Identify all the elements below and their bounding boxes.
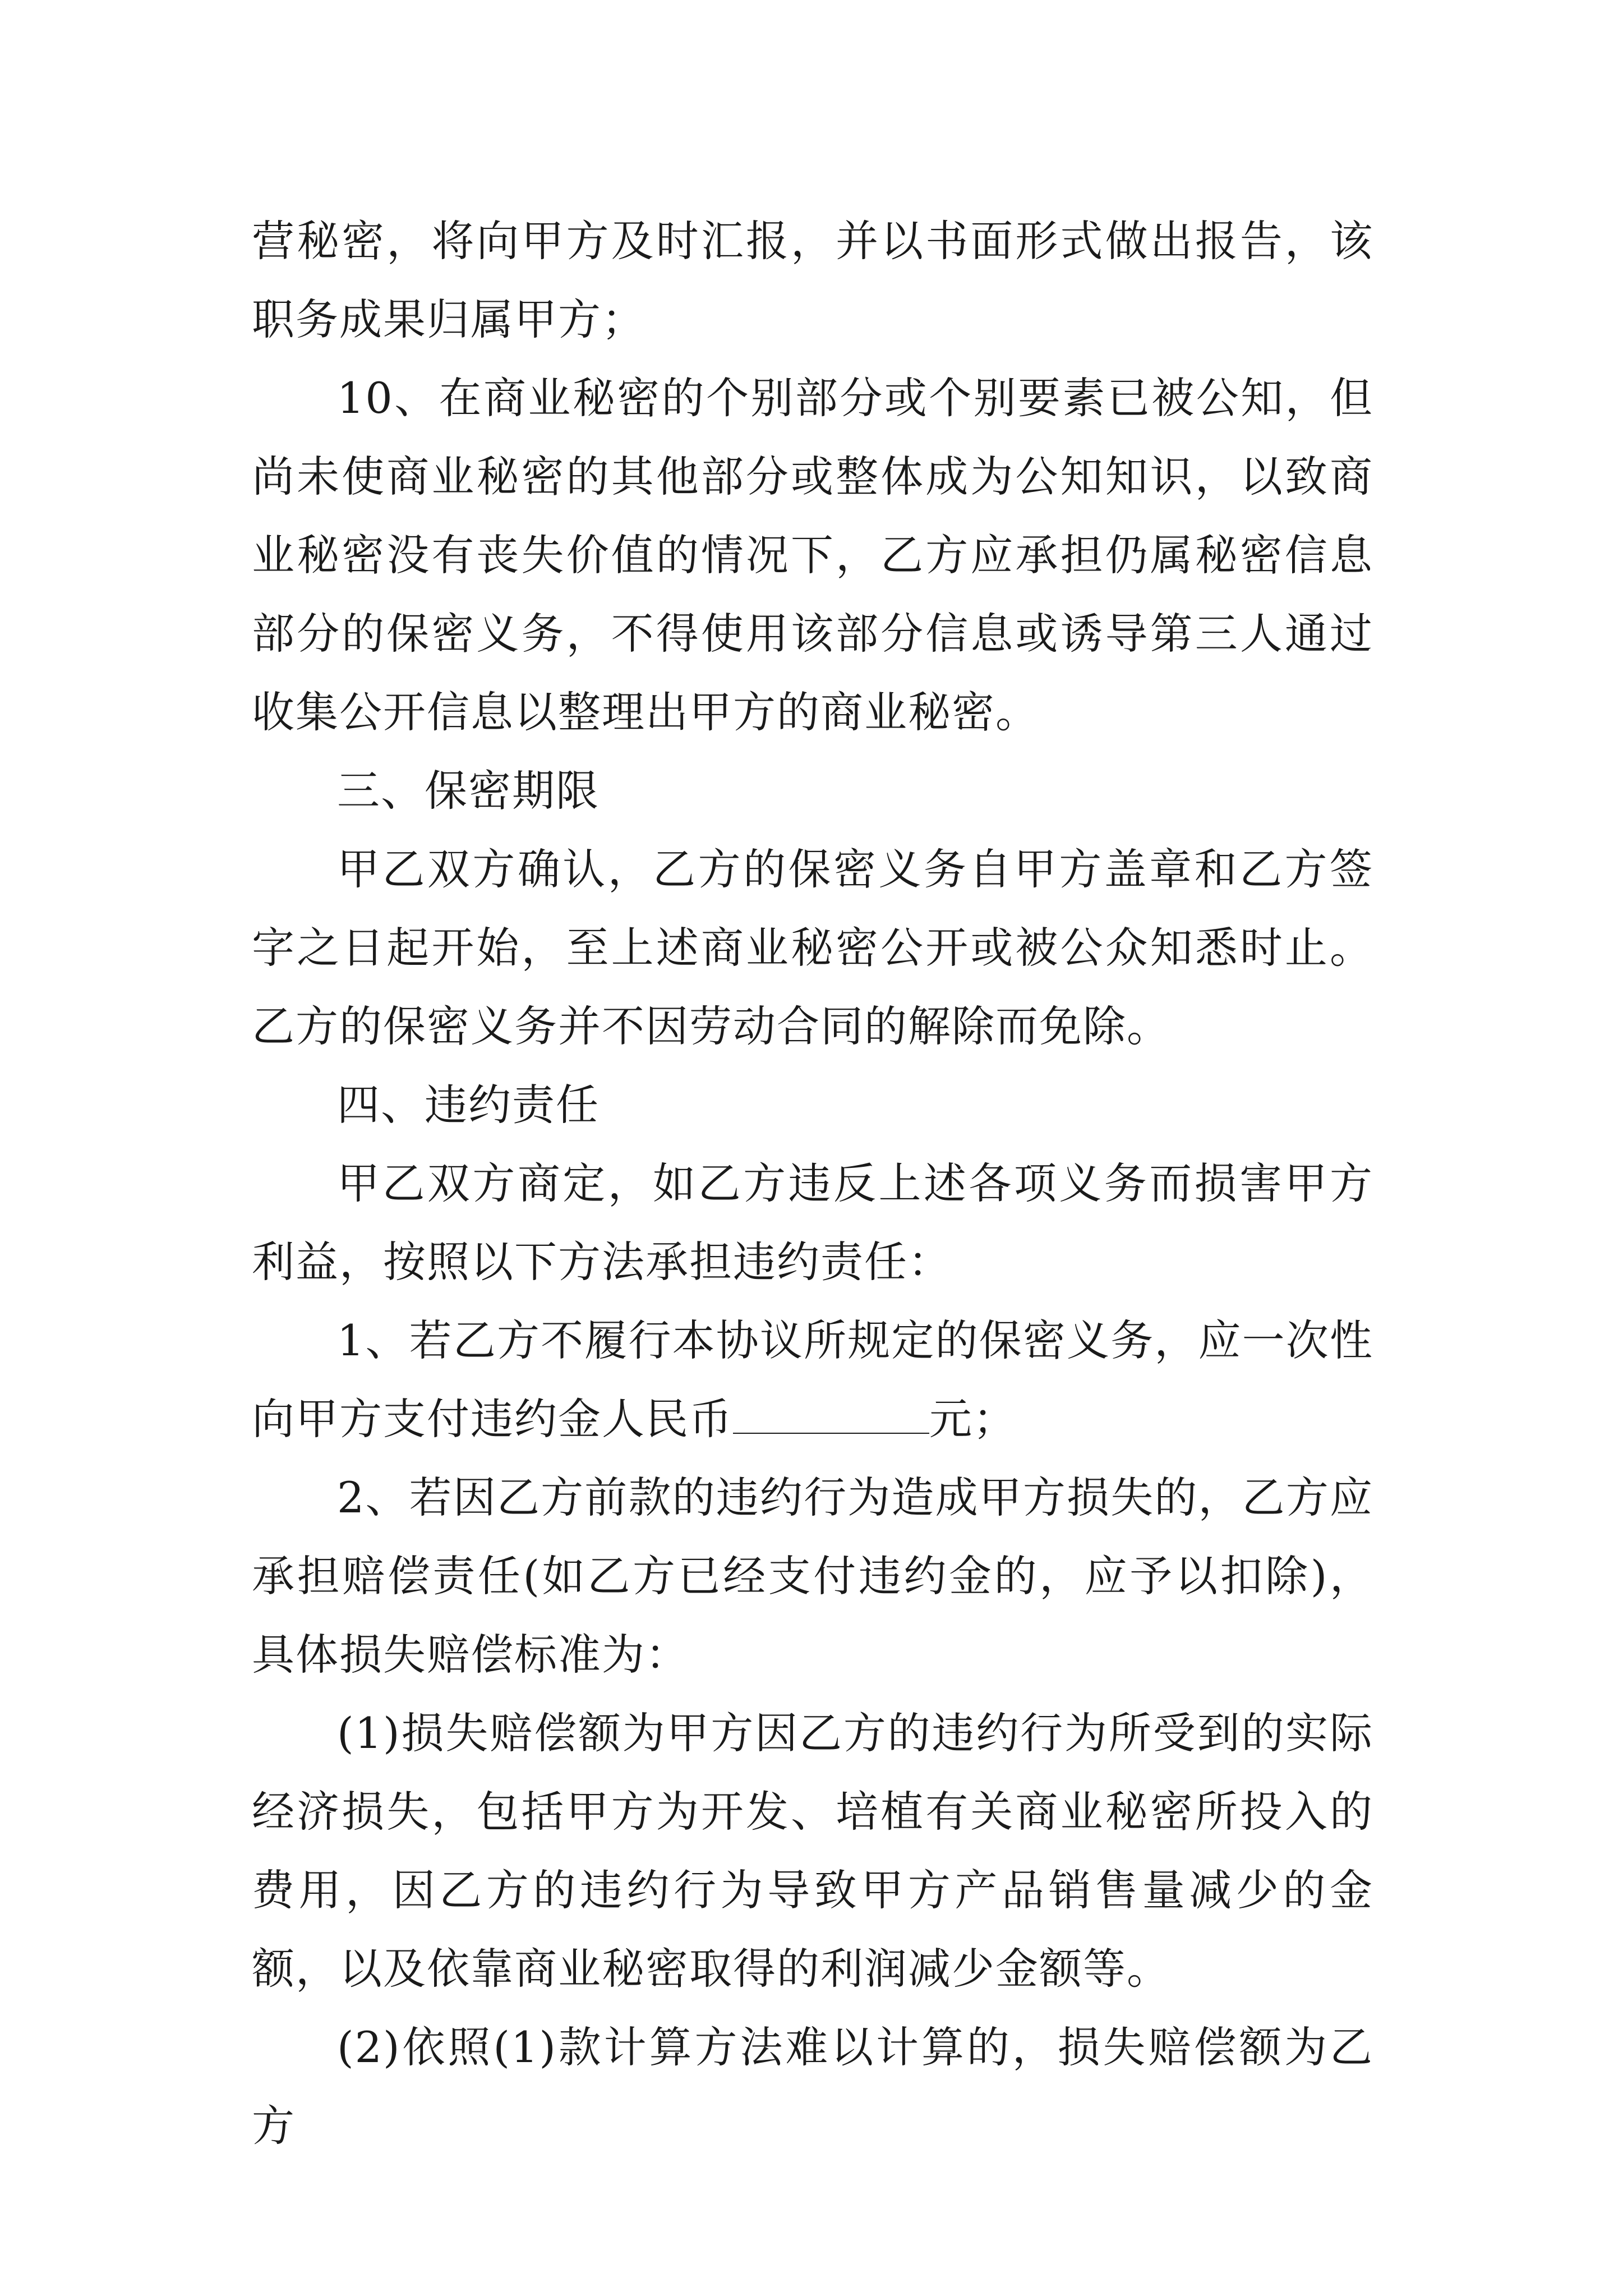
paragraph-clause-1 (252, 1301, 1373, 1458)
paragraph-clause-2: 2、若因乙方前款的违约行为造成甲方损失的，乙方应承担赔偿责任(如乙方已经支付违约金的，应予以扣除)，具体损失赔偿标准为： (252, 1473, 1373, 1680)
paragraph-subclause-2: (2)依照(1)款计算方法难以计算的，损失赔偿额为乙方 (252, 2022, 1373, 2151)
heading-breach-liability: 四、违约责任 (337, 1080, 600, 1130)
clause-1-unit: 元； (929, 1394, 1017, 1444)
paragraph-clause-10: 10、在商业秘密的个别部分或个别要素已被公知，但尚未使商业秘密的其他部分或整体成为公知知识，以致商业秘密没有丧失价值的情况下，乙方应承担仍属秘密信息部分的保密义务，不得使用该部分信息或诱导第三人通过收集公开信息以整理出甲方的商业秘密。 (252, 373, 1373, 737)
paragraph-breach-intro: 甲乙双方商定，如乙方违反上述各项义务而损害甲方利益，按照以下方法承担违约责任： (252, 1158, 1373, 1287)
clause-1-text: 1、若乙方不履行本协议所规定的保密义务，应一次性向甲方支付违约金人民币 (252, 1315, 1373, 1444)
paragraph-confidentiality-period: 甲乙双方确认，乙方的保密义务自甲方盖章和乙方签字之日起开始，至上述商业秘密公开或被公众知悉时止。乙方的保密义务并不因劳动合同的解除而免除。 (252, 844, 1373, 1051)
heading-confidentiality-period: 三、保密期限 (337, 766, 600, 816)
paragraph-continuation: 营秘密，将向甲方及时汇报，并以书面形式做出报告，该职务成果归属甲方； (252, 216, 1373, 344)
document-body (252, 202, 1373, 2165)
amount-blank-line[interactable] (733, 1399, 929, 1434)
paragraph-subclause-1: (1)损失赔偿额为甲方因乙方的违约行为所受到的实际经济损失，包括甲方为开发、培植有关商业秘密所投入的费用，因乙方的违约行为导致甲方产品销售量减少的金额，以及依靠商业秘密取得的利润减少金额等。 (252, 1708, 1373, 1994)
